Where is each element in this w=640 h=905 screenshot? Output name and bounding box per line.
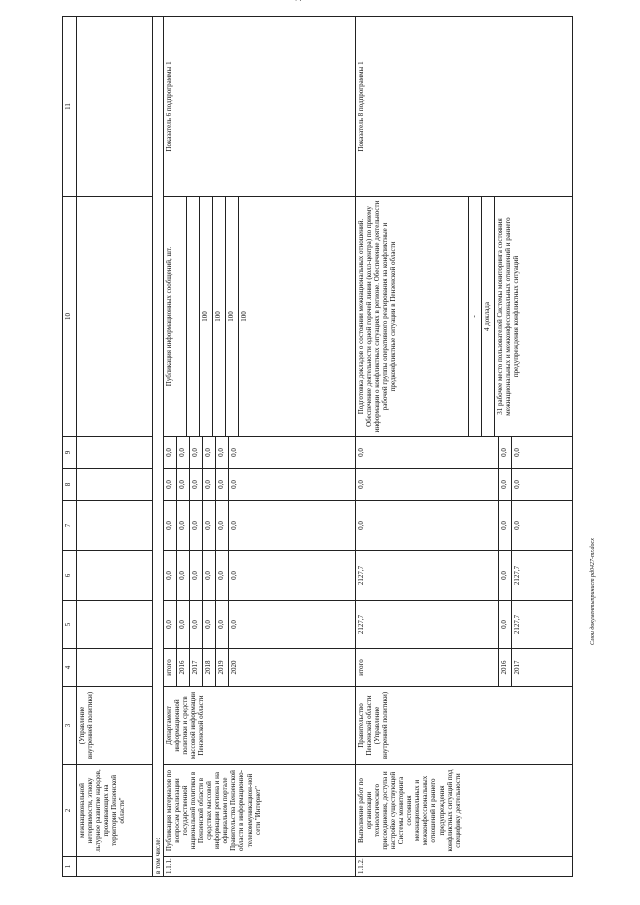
year: 2020: [230, 660, 239, 675]
value: 0,0: [190, 601, 203, 648]
results-cell: [356, 197, 573, 437]
value: 0,0: [190, 551, 203, 600]
prev-row-name: межнациональной нетерпимости, этноку льтурное развитие народов, проживающих на территории Пензенской области": [77, 765, 153, 857]
col7-cell: [356, 501, 573, 551]
results-cell: [164, 197, 356, 437]
col-header: 9: [63, 437, 77, 469]
value: 0,0: [230, 521, 239, 530]
value: 0,0: [190, 469, 203, 500]
result-value: [187, 197, 200, 436]
col-header: 2: [63, 765, 77, 857]
value: 0,0: [216, 601, 229, 648]
col-header: 3: [63, 687, 77, 765]
header-row: [63, 17, 77, 877]
row-number: 1.1.1.: [164, 857, 356, 877]
result-value: -: [469, 197, 482, 436]
result-value: 100: [200, 197, 213, 436]
indicator: Показатель 6 подпрограммы 1: [164, 17, 356, 197]
value: 0,0: [499, 601, 512, 648]
col-header: 8: [63, 469, 77, 501]
col-header: 1: [63, 857, 77, 877]
value: 0,0: [216, 551, 229, 600]
col-header: 4: [63, 649, 77, 687]
years-cell: [356, 649, 573, 687]
value: 0,0: [230, 448, 239, 457]
col5-cell: [164, 601, 356, 649]
value: 0,0: [230, 620, 239, 629]
table-row-1-1-2: [356, 17, 573, 877]
footer-filepath: Смои документыпринист рd0427-mr.docx: [590, 538, 596, 645]
section-label: в том числе:: [153, 17, 164, 877]
year: 2017: [190, 649, 203, 686]
year: 2018: [203, 649, 216, 686]
col9-cell: [164, 437, 356, 469]
year: итого: [356, 649, 499, 686]
value: 0,0: [177, 437, 190, 468]
row-number: 1.1.2.: [356, 857, 573, 877]
value: 2127,7: [356, 551, 499, 600]
col6-cell: [164, 551, 356, 601]
col-header: 7: [63, 501, 77, 551]
prev-row: [77, 17, 153, 877]
value: 0,0: [164, 551, 177, 600]
value: 2127,7: [513, 565, 522, 586]
value: 0,0: [203, 601, 216, 648]
year: 2016: [177, 649, 190, 686]
value: 0,0: [203, 469, 216, 500]
value: 0,0: [499, 501, 512, 550]
value: 0,0: [164, 601, 177, 648]
program-table: [62, 16, 573, 877]
rotated-table-stage: [62, 17, 582, 877]
value: 0,0: [177, 469, 190, 500]
col5-cell: [356, 601, 573, 649]
value: 0,0: [177, 501, 190, 550]
page-number: [294, 0, 303, 1]
value: 0,0: [356, 469, 499, 500]
value: 0,0: [177, 601, 190, 648]
result-title: Публикация информационных сообщений, шт.: [164, 197, 187, 436]
result-value: 4 доклада: [482, 197, 495, 436]
row-name: Выполнение работ по организации технологического присоединения, доступа и настройке существующей Системы мониторинга состояния межнациональных и межконфессиональных отношений и раннего предупреждения конфликтных ситуаций под специфику деятельности: [356, 765, 573, 857]
result-title: Подготовка докладов о состоянии межнациональных отношений. Обеспечение деятельности одной горячей линии (колл-центра) по приему информации о конфликтных ситуациях в регионе. Обеспечение деятельности рабочей группы оперативного реагирования на конфликтные и предконфликтные ситуации в Пензенской области: [356, 197, 469, 436]
result-value: 100: [240, 311, 249, 322]
row-executor: Департамент информационной политики и средств массовой информации Пензенской области: [164, 687, 356, 765]
indicator: Показатель 8 подпрограммы 1: [356, 17, 573, 197]
year: 2019: [216, 649, 229, 686]
value: 0,0: [164, 469, 177, 500]
col6-cell: [356, 551, 573, 601]
value: 0,0: [216, 469, 229, 500]
value: 0,0: [164, 437, 177, 468]
col8-cell: [164, 469, 356, 501]
result-value: 31 рабочее место пользователей Системы мониторинга состояния межнациональных и межконфессиональных отношений и раннего предупреждения конфликтных ситуаций: [496, 217, 521, 416]
col-header: 6: [63, 551, 77, 601]
value: 0,0: [513, 521, 522, 530]
value: 0,0: [164, 501, 177, 550]
value: 0,0: [356, 501, 499, 550]
value: 0,0: [230, 480, 239, 489]
table-row-1-1-1: [164, 17, 356, 877]
col9-cell: [356, 437, 573, 469]
col-header: 11: [63, 17, 77, 197]
row-name: Публикация материалов по вопросам реализации государственной национальной политики в Пензенской области в средствах массовой информации региона и на официальном портале Правительства Пензенской области в информационно-телекоммуникацион-ной сети "Интернет": [164, 765, 356, 857]
value: 0,0: [190, 501, 203, 550]
year: 2016: [499, 649, 512, 686]
value: 0,0: [203, 551, 216, 600]
value: 0,0: [203, 437, 216, 468]
value: 0,0: [203, 501, 216, 550]
section-row: [153, 17, 164, 877]
value: 0,0: [513, 448, 522, 457]
row-executor: Правительство Пензенской области (Управление внутренней политики): [356, 687, 573, 765]
year: итого: [164, 649, 177, 686]
prev-row-executor: (Управление внутренней политики): [77, 687, 153, 765]
value: 0,0: [499, 551, 512, 600]
col8-cell: [356, 469, 573, 501]
value: 0,0: [499, 437, 512, 468]
value: 0,0: [356, 437, 499, 468]
value: 0,0: [499, 469, 512, 500]
value: 0,0: [177, 551, 190, 600]
result-value: 100: [226, 197, 239, 436]
value: 0,0: [190, 437, 203, 468]
value: 2127,7: [356, 601, 499, 648]
value: 2127,7: [513, 614, 522, 635]
col-header: 10: [63, 197, 77, 437]
value: 0,0: [216, 437, 229, 468]
years-cell: [164, 649, 356, 687]
value: 0,0: [513, 480, 522, 489]
col-header: 5: [63, 601, 77, 649]
value: 0,0: [216, 501, 229, 550]
col7-cell: [164, 501, 356, 551]
result-value: 100: [213, 197, 226, 436]
value: 0,0: [230, 571, 239, 580]
year: 2017: [513, 660, 522, 675]
